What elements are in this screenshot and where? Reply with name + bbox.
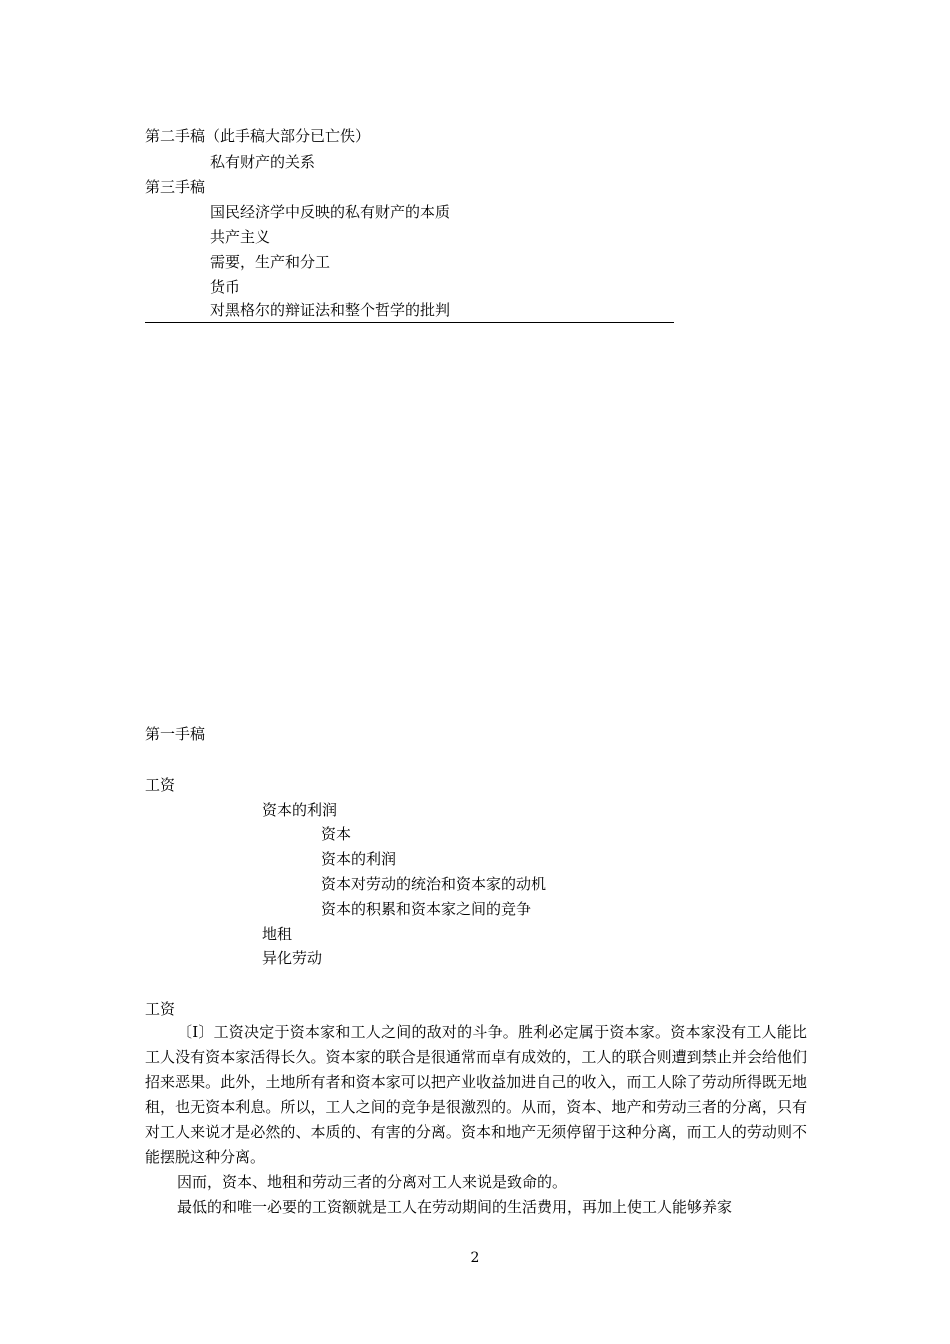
- outline-heading-profit: 资本的利润: [262, 801, 338, 819]
- outline-heading-wages: 工资: [145, 776, 176, 794]
- body-text: [145, 1020, 807, 1220]
- toc-item: 货币: [210, 278, 241, 296]
- section-title: 第一手稿: [145, 725, 206, 743]
- toc-item: 需要，生产和分工: [210, 253, 331, 271]
- outline-heading-rent: 地租: [262, 925, 293, 943]
- toc-item: 私有财产的关系: [210, 153, 316, 171]
- toc-item: 对黑格尔的辩证法和整个哲学的批判: [210, 301, 451, 319]
- body-heading: 工资: [145, 1000, 176, 1018]
- toc-item: 国民经济学中反映的私有财产的本质: [210, 203, 451, 221]
- toc-item: 共产主义: [210, 228, 271, 246]
- outline-heading-alienated-labor: 异化劳动: [262, 949, 323, 967]
- paragraph: 〔Ⅰ〕工资决定于资本家和工人之间的敌对的斗争。胜利必定属于资本家。资本家没有工人能比工人没有资本家活得长久。资本家的联合是很通常而卓有成效的，工人的联合则遭到禁止并会给他们招来恶果。此外，土地所有者和资本家可以把产业收益加进自己的收入，而工人除了劳动所得既无地租，也无资本利息。所以，工人之间的竞争是很激烈的。从而，资本、地产和劳动三者的分离，只有对工人来说才是必然的、本质的、有害的分离。资本和地产无须停留于这种分离，而工人的劳动则不能摆脱这种分离。: [145, 1023, 807, 1166]
- manuscript-2-heading: 第二手稿（此手稿大部分已亡佚）: [145, 127, 371, 145]
- outline-subitem: 资本的利润: [321, 850, 397, 868]
- paragraph: 因而，资本、地租和劳动三者的分离对工人来说是致命的。: [177, 1173, 568, 1191]
- manuscript-3-heading: 第三手稿: [145, 178, 206, 196]
- outline-subitem: 资本: [321, 825, 352, 843]
- outline-subitem: 资本对劳动的统治和资本家的动机: [321, 875, 547, 893]
- page-number: 2: [470, 1250, 480, 1266]
- paragraph: 最低的和唯一必要的工资额就是工人在劳动期间的生活费用，再加上使工人能够养家: [177, 1198, 733, 1216]
- outline-subitem: 资本的积累和资本家之间的竞争: [321, 900, 532, 918]
- toc-divider: [145, 322, 674, 323]
